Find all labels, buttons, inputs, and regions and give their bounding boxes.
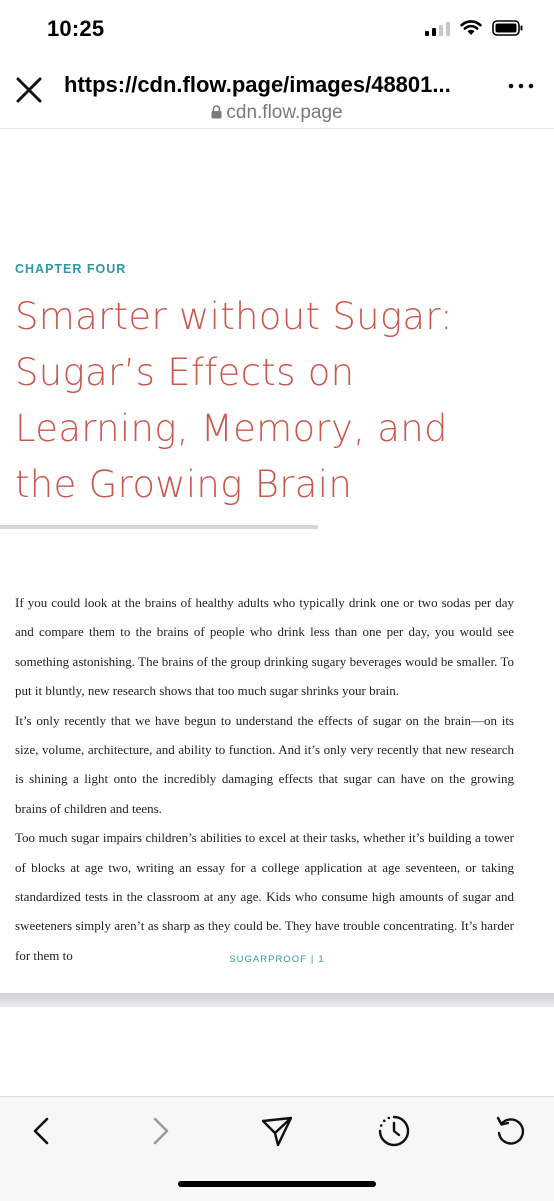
back-icon[interactable] [25,1114,59,1148]
title-line: Smarter without Sugar: [15,295,453,338]
page-footer [0,954,554,965]
title-line: Learning, Memory, and [15,407,448,450]
forward-icon[interactable] [143,1114,177,1148]
page-domain [0,102,554,124]
title-line: Sugar’s Effects on [15,351,355,394]
page-separator [0,993,554,1007]
domain-label: cdn.flow.page [226,102,343,123]
cellular-signal-icon [425,20,450,36]
chapter-title [15,289,535,513]
share-icon[interactable] [260,1114,294,1148]
footer-separator: | [310,954,315,965]
page-url[interactable]: https://cdn.flow.page/images/48801... [64,72,451,97]
body-text [15,588,514,970]
chapter-label: CHAPTER FOUR [15,262,127,276]
home-indicator [178,1181,376,1187]
paragraph: It’s only recently that we have begun to understand the effects of sugar on the brain—on its size, volume, architecture, and ability to function. And it’s only very recently that new research is shining a light onto the incredibly damaging effects that sugar can have on the growing brains of children and teens. [15,712,514,816]
status-icons [425,20,524,36]
paragraph: If you could look at the brains of healthy adults who typically drink one or two sodas per day and compare them to the brains of people who drink less than one per day, you would see something astonishing. The brains of the group drinking sugary beverages would be smaller. To put it bluntly, new research shows that too much sugar shrinks your brain. [15,595,514,699]
close-icon[interactable] [12,72,46,106]
wifi-icon [460,20,482,36]
lock-icon [211,105,222,119]
more-options-icon[interactable] [506,76,536,96]
history-icon[interactable] [377,1114,411,1148]
bottom-toolbar [0,1096,554,1201]
document-page [0,129,554,991]
title-divider [0,525,318,529]
paragraph: Too much sugar impairs children’s abilities to excel at their tasks, whether it’s building a tower of blocks at age two, writing an essay for a college application at age seventeen, or taking standardized tests in the classroom at any age. Kids who consume high amounts of sugar and sweeteners simply aren’t as sharp as they could be. They have trouble concentrating. It’s harder for them to [15,830,514,963]
book-title: SUGARPROOF [229,954,307,965]
page-number: 1 [318,954,325,965]
status-time: 10:25 [47,16,105,41]
address-bar [0,62,554,129]
title-line: the Growing Brain [15,463,353,506]
next-page [0,1008,554,1096]
status-bar [0,0,554,60]
battery-icon [492,20,524,36]
reload-icon[interactable] [494,1114,528,1148]
